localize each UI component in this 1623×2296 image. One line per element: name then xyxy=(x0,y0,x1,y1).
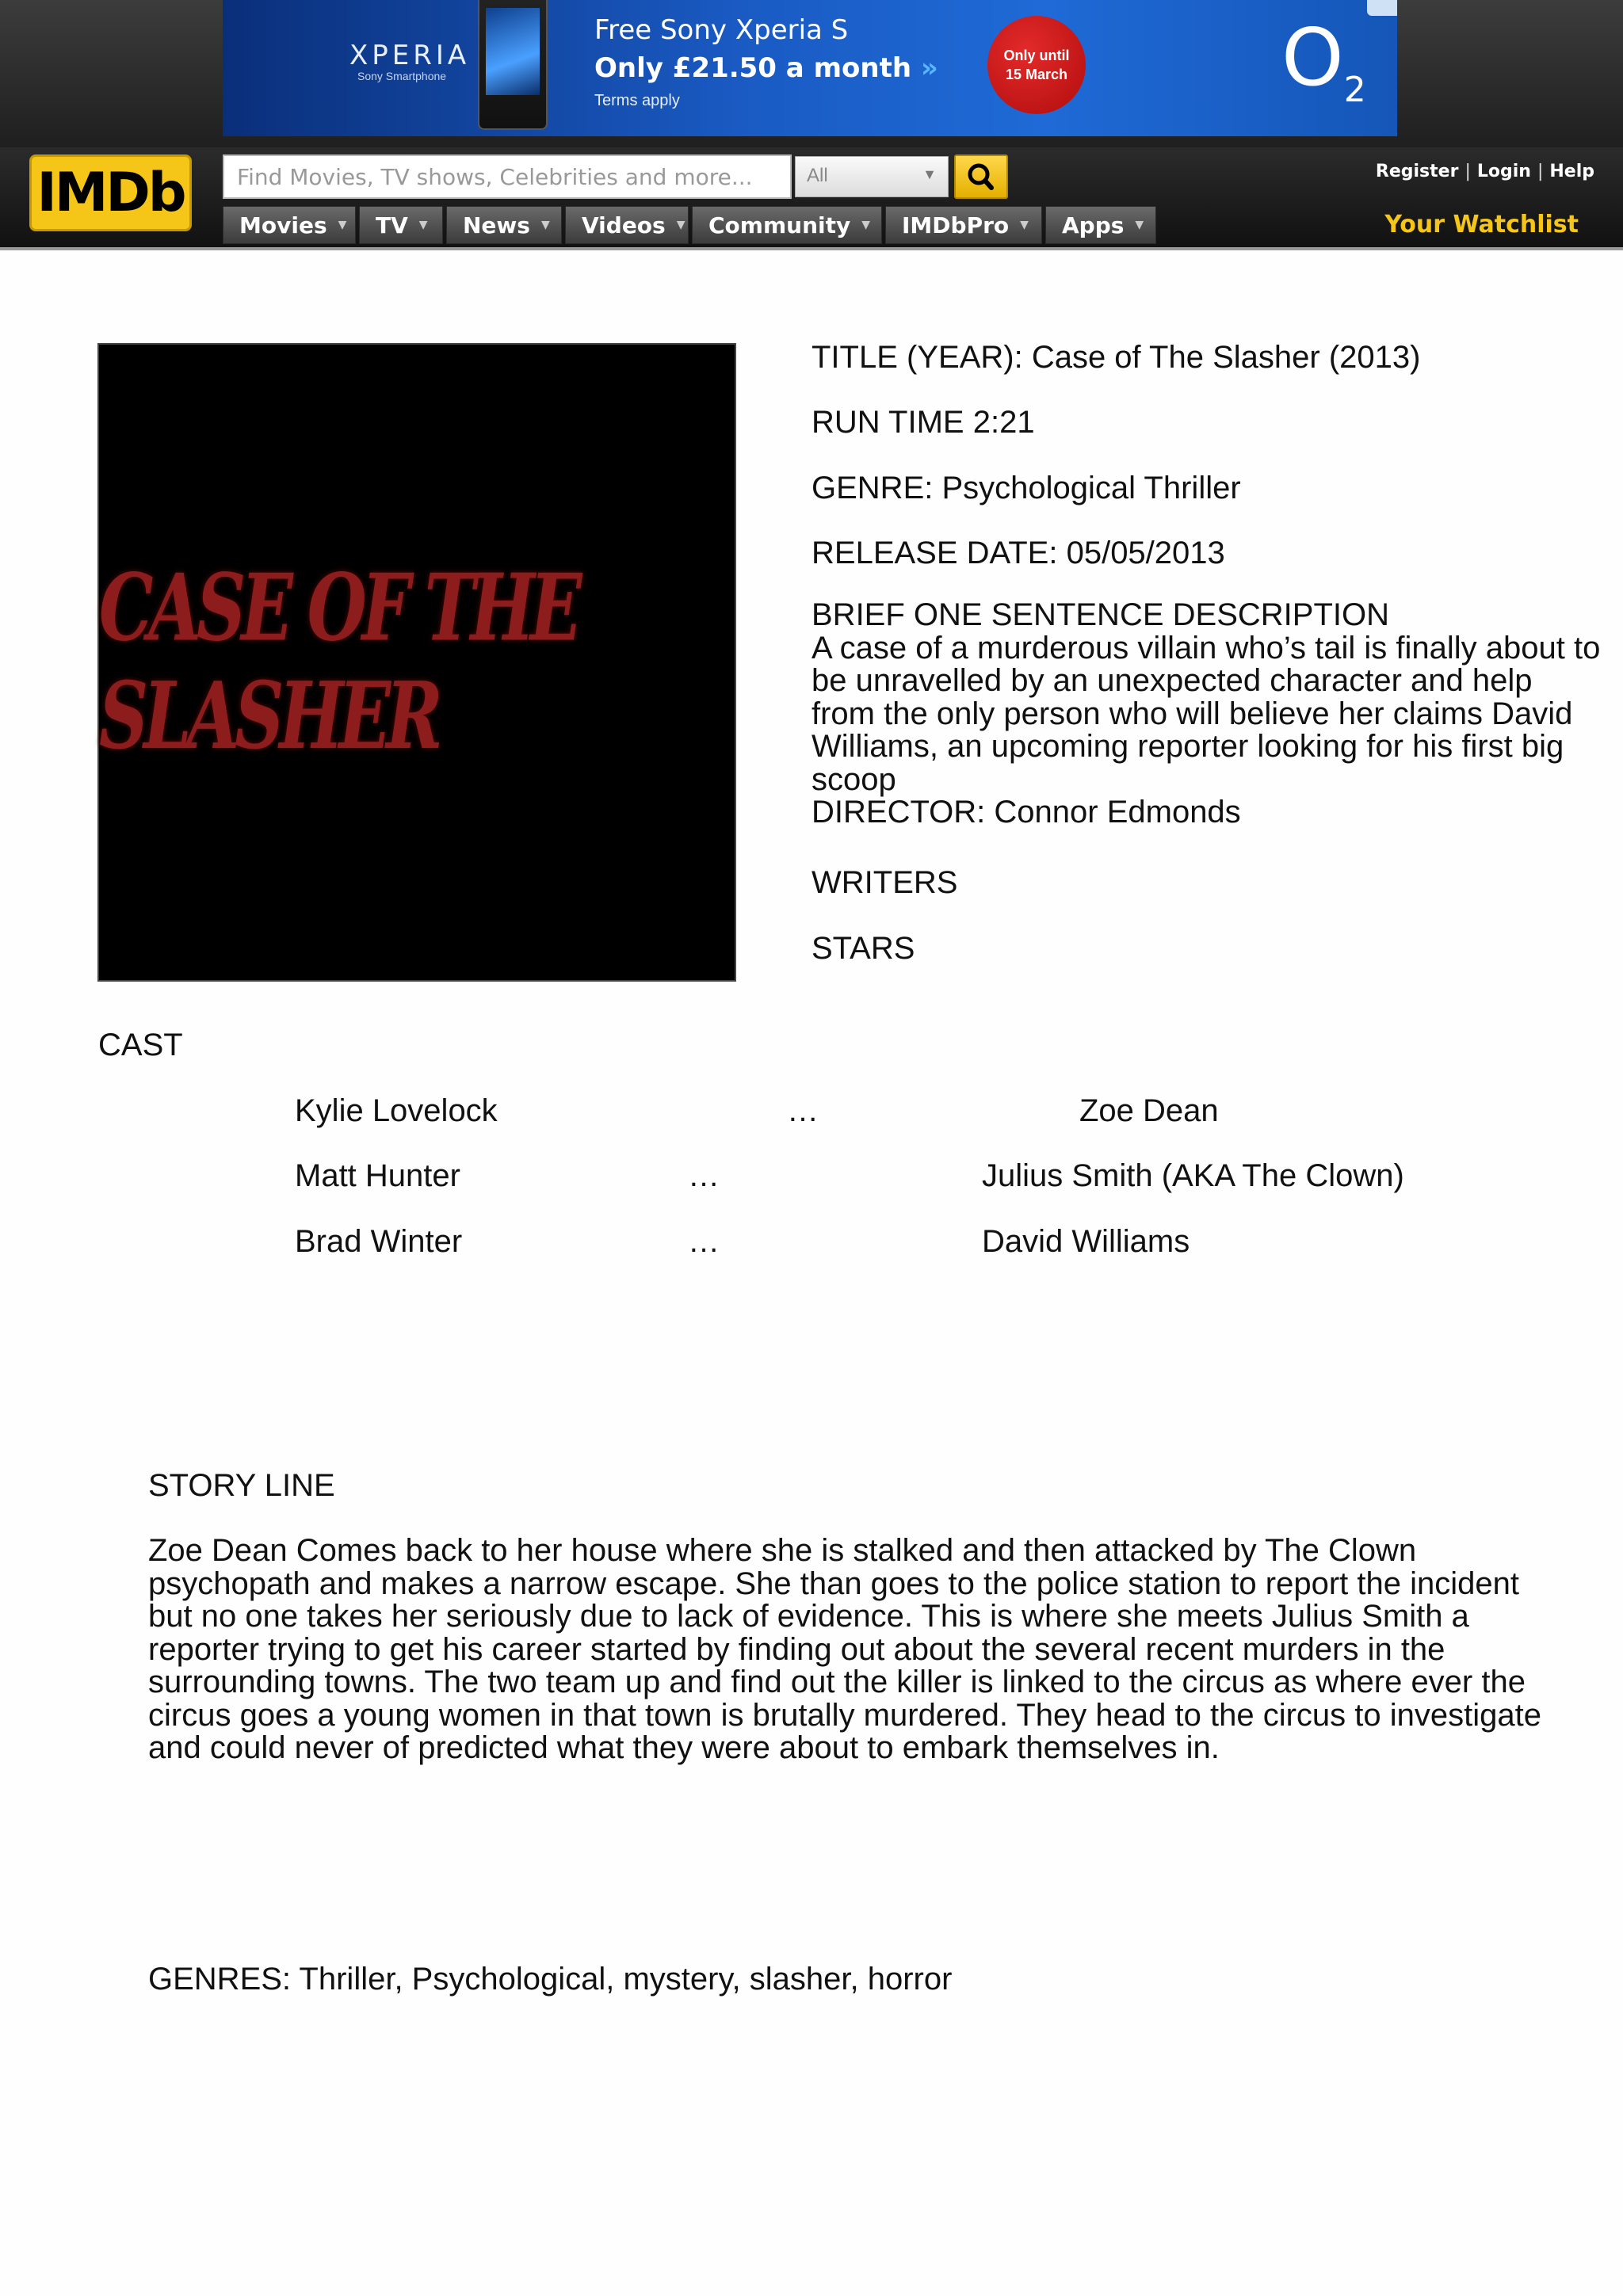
cast-role: Zoe Dean xyxy=(1079,1093,1219,1128)
cast-actor: Kylie Lovelock xyxy=(295,1093,498,1128)
cast-ellipsis: … xyxy=(688,1224,720,1259)
ad-offer-arrows: » xyxy=(920,52,938,84)
storyline-text: Zoe Dean Comes back to her house where she is stalked and then attacked by The Clown psychopath and makes a narrow escape. She than goes to the police station to report the incident but no one takes her seriously due to lack of evidence. This is where she meets Julius Smith a reporter trying to get his career started by finding out about the several recent murders in the surrounding towns. The two team up and find out the killer is linked to the circus as where ever the circus goes a young women in that town is brutally murdered. They head to the circus to investigate and could never of predicted what they were about to embark themselves in. xyxy=(148,1533,1541,1765)
description-text: A case of a murderous villain who’s tail is finally about to be unravelled by an unexpected character and help from the only person who will believe her claims David Williams, an upcoming reporter looking for his first big scoop xyxy=(812,630,1601,797)
chevron-down-icon: ▼ xyxy=(1020,219,1029,231)
login-link[interactable]: Login xyxy=(1476,162,1531,181)
ad-brand: XPERIA xyxy=(349,40,471,71)
writers-label: WRITERS xyxy=(812,865,958,900)
search-input[interactable] xyxy=(223,154,792,199)
director: DIRECTOR: Connor Edmonds xyxy=(812,795,1241,830)
watchlist-link[interactable]: Your Watchlist xyxy=(1384,211,1579,238)
advertisement-banner[interactable] xyxy=(223,0,1397,136)
user-links: Register | Login | Help xyxy=(1375,162,1594,181)
nav-apps[interactable]: Apps ▼ xyxy=(1045,206,1156,244)
cast-heading: CAST xyxy=(98,1028,183,1062)
chevron-down-icon: ▼ xyxy=(922,166,937,182)
nav-imdbpro[interactable]: IMDbPro ▼ xyxy=(885,206,1042,244)
ad-offer-text: Only £21.50 a month xyxy=(594,52,912,84)
poster-title: CASE OF THE SLASHER xyxy=(99,554,578,771)
chevron-down-icon: ▼ xyxy=(338,219,347,231)
storyline-heading: STORY LINE xyxy=(148,1468,335,1503)
stars-label: STARS xyxy=(812,931,915,966)
carrier-logo: $O_2$ xyxy=(1281,11,1366,110)
search-icon xyxy=(956,156,1006,197)
release-date: RELEASE DATE: 05/05/2013 xyxy=(812,536,1225,570)
nav-tv[interactable]: TV ▼ xyxy=(359,206,443,244)
description-block xyxy=(812,599,1604,830)
chevron-down-icon: ▼ xyxy=(418,219,428,231)
cast-role: Julius Smith (AKA The Clown) xyxy=(982,1158,1404,1193)
ad-offer xyxy=(594,52,938,84)
cast-ellipsis: … xyxy=(787,1093,819,1128)
search-scope-value: All xyxy=(807,165,828,186)
help-link[interactable]: Help xyxy=(1549,162,1594,181)
chevron-down-icon: ▼ xyxy=(676,219,685,231)
chevron-down-icon: ▼ xyxy=(540,219,550,231)
movie-poster xyxy=(97,343,736,982)
title-year: TITLE (YEAR): Case of The Slasher (2013) xyxy=(812,340,1421,375)
cast-ellipsis: … xyxy=(688,1158,720,1193)
ad-date-badge xyxy=(987,16,1086,114)
search-button[interactable] xyxy=(954,154,1008,199)
description-heading: BRIEF ONE SENTENCE DESCRIPTION xyxy=(812,597,1389,632)
nav-community[interactable]: Community ▼ xyxy=(692,206,882,244)
search-scope-select[interactable] xyxy=(795,156,949,197)
ad-headline: Free Sony Xperia S xyxy=(594,14,849,46)
adchoices-icon[interactable] xyxy=(1367,0,1397,16)
genre: GENRE: Psychological Thriller xyxy=(812,471,1241,505)
run-time: RUN TIME 2:21 xyxy=(812,405,1035,440)
ad-badge-line1: Only until xyxy=(1003,48,1070,63)
cast-actor: Matt Hunter xyxy=(295,1158,460,1193)
cast-actor: Brad Winter xyxy=(295,1224,463,1259)
nav-movies[interactable]: Movies ▼ xyxy=(223,206,356,244)
imdb-logo[interactable]: IMDb xyxy=(29,154,192,231)
ad-brand-sub: Sony Smartphone xyxy=(357,70,447,82)
ad-badge-line2: 15 March xyxy=(1005,67,1068,82)
ad-terms: Terms apply xyxy=(594,92,680,109)
chevron-down-icon: ▼ xyxy=(861,219,871,231)
cast-role: David Williams xyxy=(982,1224,1190,1259)
chevron-down-icon: ▼ xyxy=(1135,219,1144,231)
nav-news[interactable]: News ▼ xyxy=(446,206,562,244)
genres-list: GENRES: Thriller, Psychological, mystery, slasher, horror xyxy=(148,1962,953,1997)
nav-videos[interactable]: Videos ▼ xyxy=(565,206,689,244)
phone-image xyxy=(478,0,548,130)
register-link[interactable]: Register xyxy=(1375,162,1459,181)
